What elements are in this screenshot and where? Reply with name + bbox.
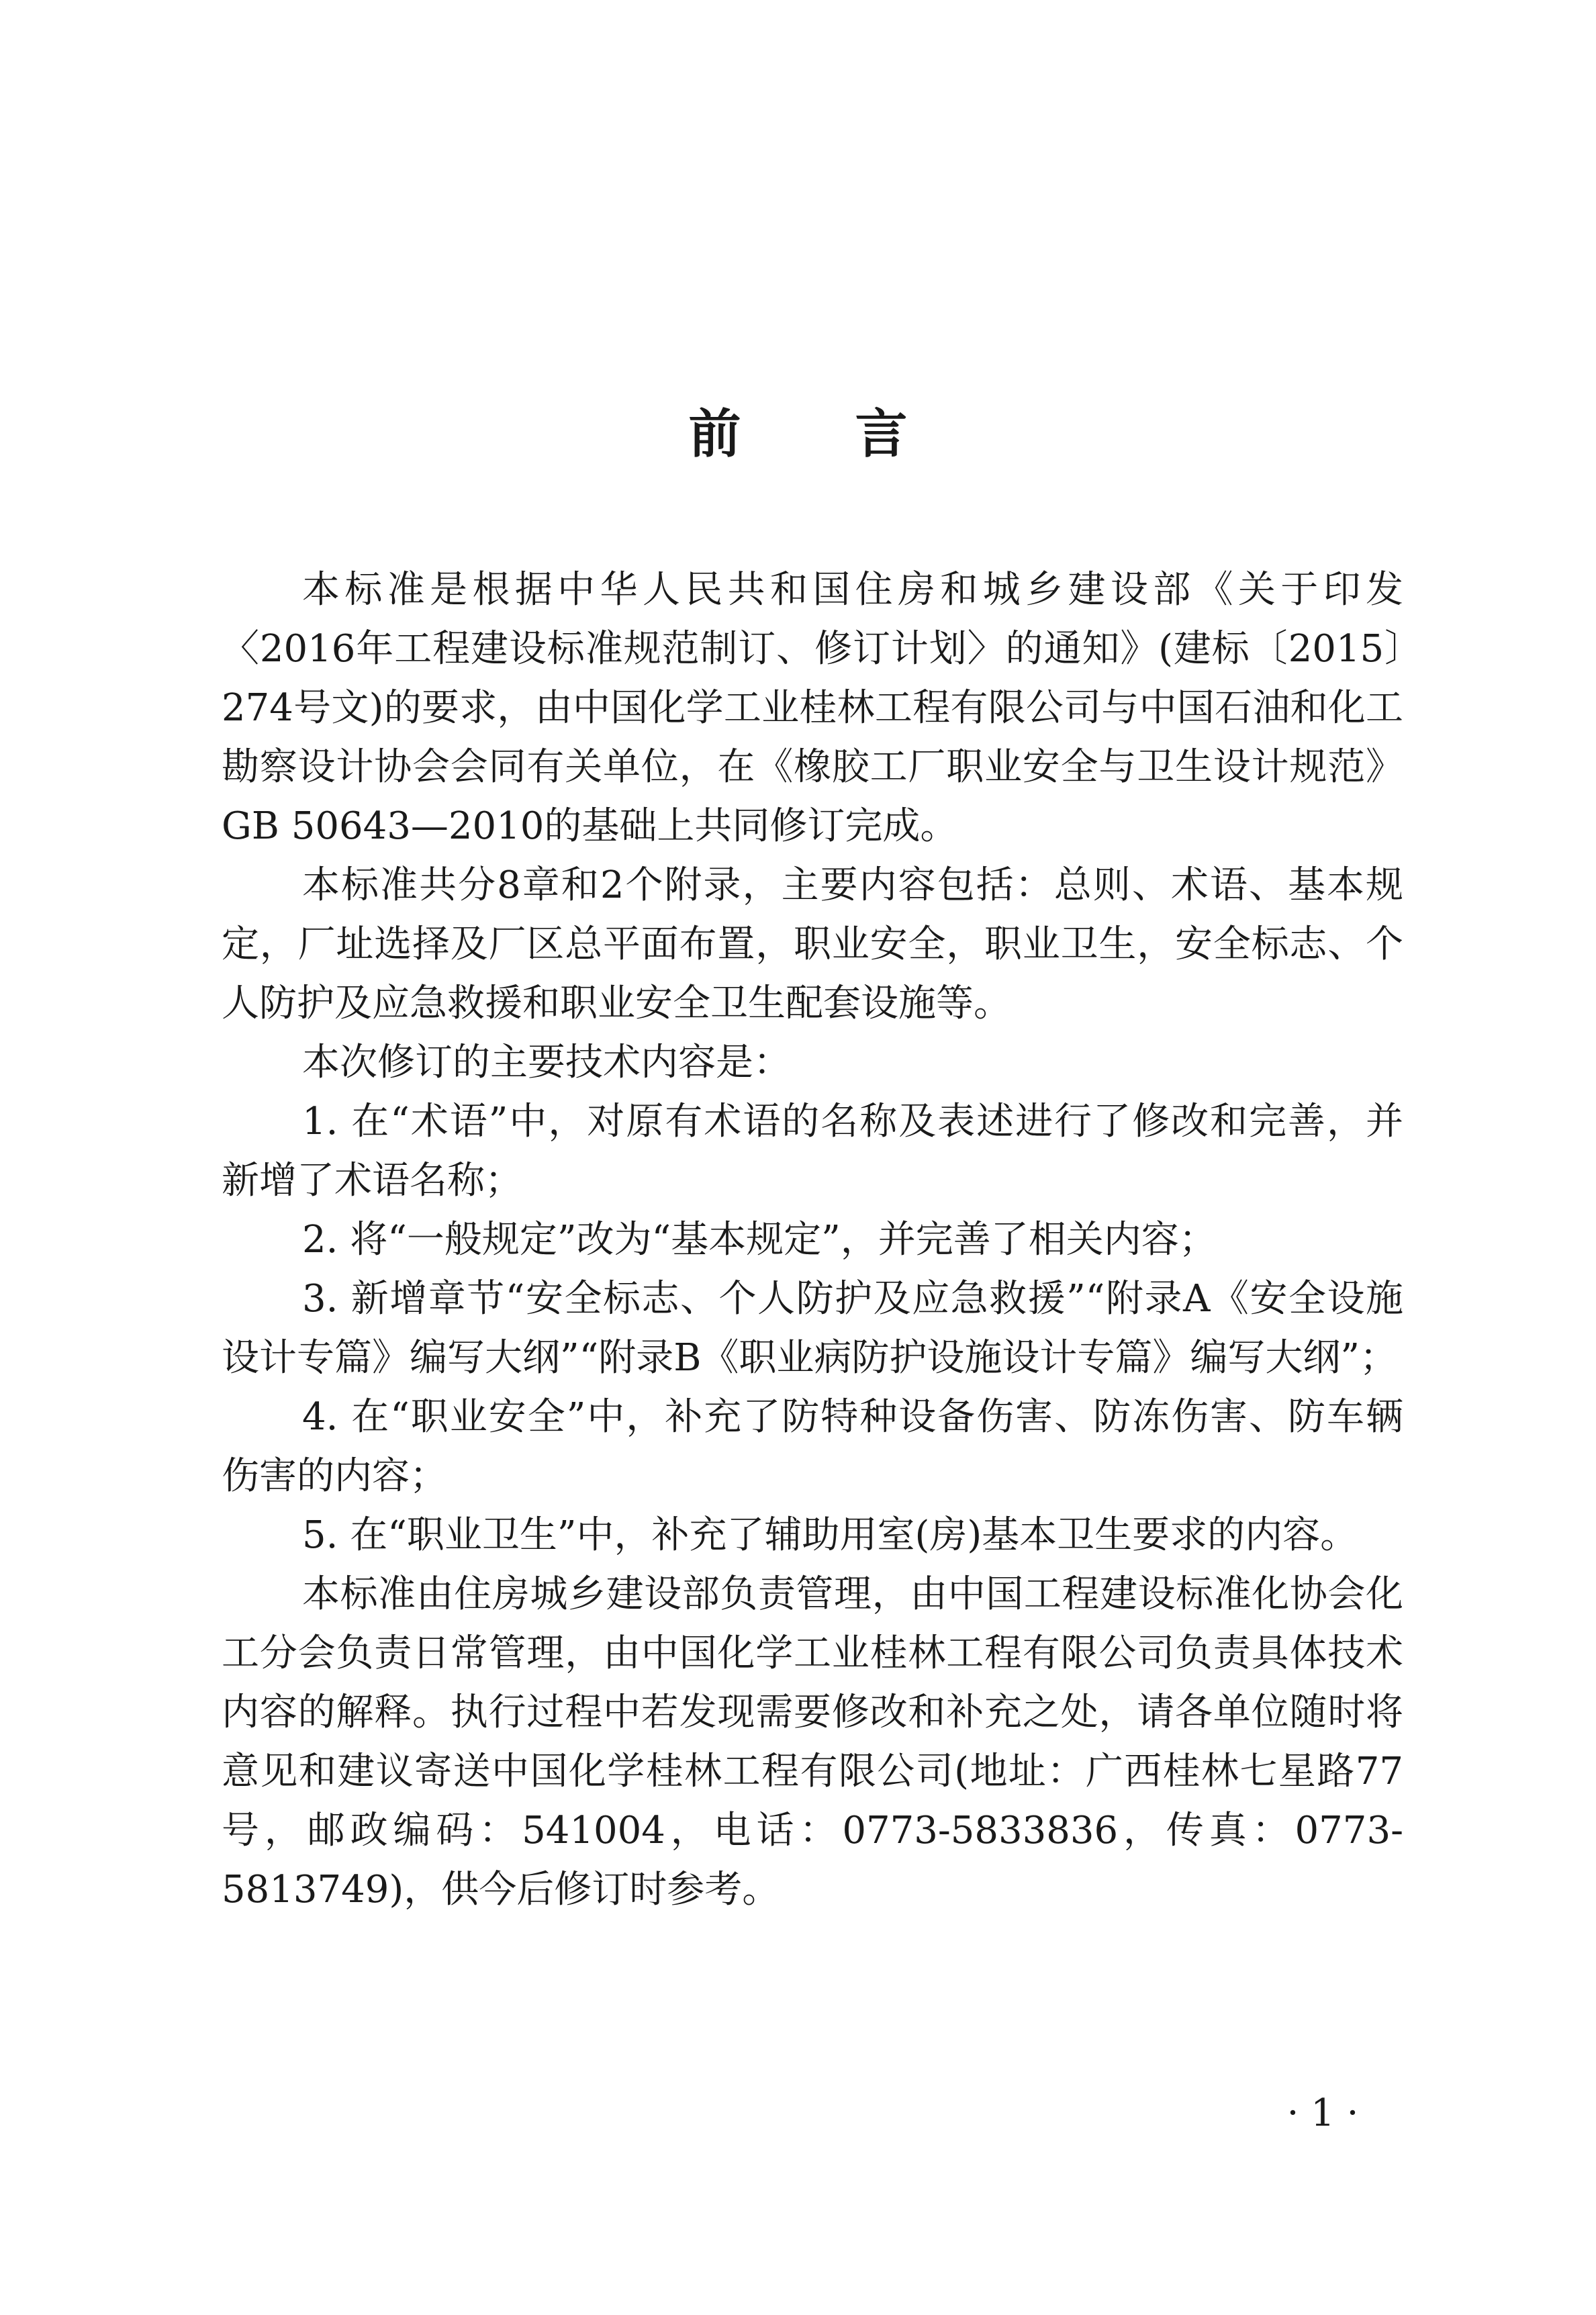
page-title: 前言 <box>688 404 1022 465</box>
paragraph-revision-item-5: 5. 在“职业卫生”中，补充了辅助用室(房)基本卫生要求的内容。 <box>302 1513 1358 1557</box>
paragraph-revision-heading: 本次修订的主要技术内容是： <box>302 1041 791 1084</box>
paragraph-management: 本标准由住房城乡建设部负责管理，由中国工程建设标准化协会化工分会负责日常管理，由中国化学工业桂林工程有限公司负责具体技术内容的解释。执行过程中若发现需要修改和补充之处，请各单位随时将意见和建议寄送中国化学桂林工程有限公司(地址：广西桂林七星路77号，邮政编码：541004，电话：0773-5833836，传真：0773-5813749)，供今后修订时参考。 <box>222 1572 1403 1911</box>
paragraph-revision-item-2: 2. 将“一般规定”改为“基本规定”，并完善了相关内容； <box>302 1218 1217 1262</box>
paragraph-scope: 本标准共分8章和2个附录，主要内容包括：总则、术语、基本规定，厂址选择及厂区总平面布置，职业安全，职业卫生，安全标志、个人防护及应急救援和职业安全卫生配套设施等。 <box>222 863 1403 1025</box>
body-text <box>222 561 1403 1920</box>
page-number: · 1 · <box>1286 2091 1359 2135</box>
paragraph-revision-item-1: 1. 在“术语”中，对原有术语的名称及表述进行了修改和完善，并新增了术语名称； <box>222 1100 1403 1202</box>
paragraph-revision-item-4: 4. 在“职业安全”中，补充了防特种设备伤害、防冻伤害、防车辆伤害的内容； <box>222 1395 1403 1498</box>
paragraph-intro: 本标准是根据中华人民共和国住房和城乡建设部《关于印发〈2016年工程建设标准规范制订、修订计划〉的通知》(建标〔2015〕274号文)的要求，由中国化学工业桂林工程有限公司与中国石油和化工勘察设计协会会同有关单位，在《橡胶工厂职业安全与卫生设计规范》GB 50643—2010的基础上共同修订完成。 <box>222 568 1403 848</box>
paragraph-revision-item-3: 3. 新增章节“安全标志、个人防护及应急救援”“附录A《安全设施设计专篇》编写大纲”“附录B《职业病防护设施设计专篇》编写大纲”； <box>222 1277 1403 1380</box>
